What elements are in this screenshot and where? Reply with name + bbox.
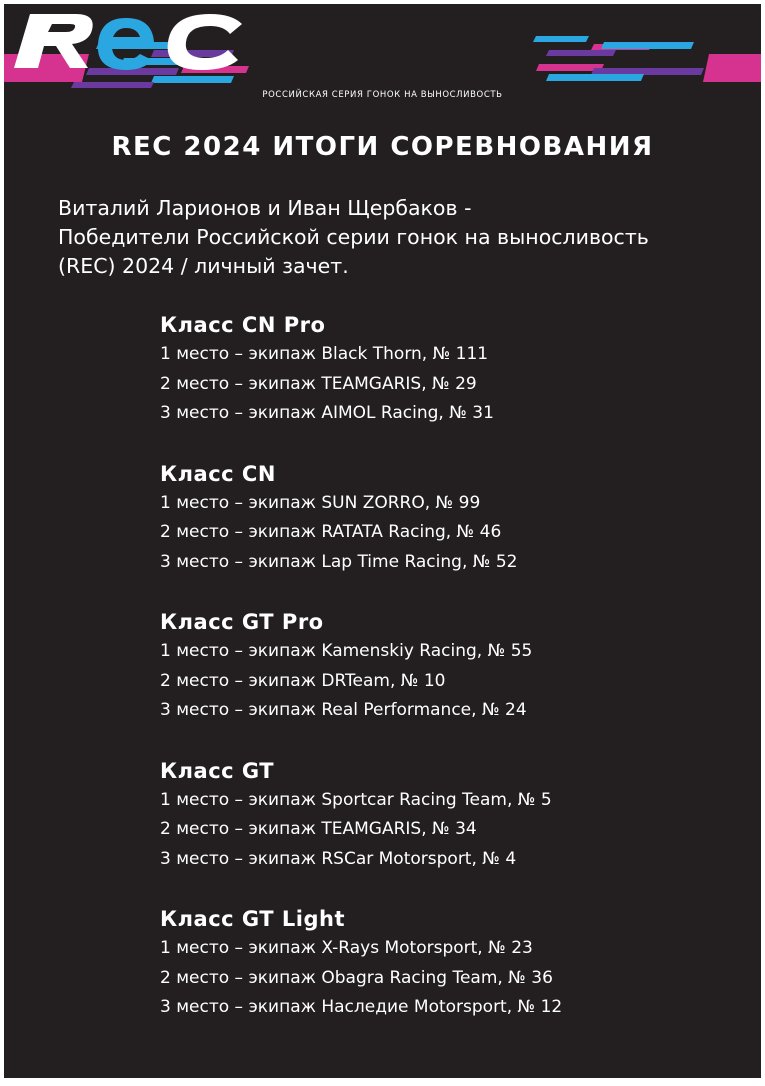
result-line: 1 место – экипаж Kamenskiy Racing, № 55 [160,641,533,661]
result-line: 2 место – экипаж TEAMGARIS, № 34 [160,819,477,840]
class-title: Класс GT [160,758,275,783]
result-line: 2 место – экипаж DRTeam, № 10 [160,670,446,691]
class-title: Класс GT Light [160,907,346,931]
class-title: Класс CN [160,461,276,486]
class-section [160,459,720,608]
result-line: 2 место – экипаж RATATA Racing, № 46 [160,522,502,543]
intro-text [58,194,748,281]
results-poster [4,4,761,1078]
result-line: 1 место – экипаж Black Thorn, № 111 [160,344,489,364]
intro-line: Виталий Ларионов и Иван Щербаков - [58,196,472,220]
class-results [160,310,720,1053]
class-section [160,310,720,459]
intro-line: Победители Российской серии гонок на выносливость [58,225,649,249]
result-line: 2 место – экипаж Obagra Racing Team, № 36 [160,967,553,988]
rec-logo [4,4,254,78]
class-section [160,607,720,756]
intro-line: (REC) 2024 / личный зачет. [58,254,349,278]
result-line: 1 место – экипаж SUN ZORRO, № 99 [160,492,481,513]
class-title: Класс CN Pro [160,313,326,337]
class-section [160,904,720,1053]
result-line: 3 место – экипаж AIMOL Racing, № 31 [160,403,494,424]
header-banner [4,4,761,114]
class-section [160,756,720,905]
result-line: 3 место – экипаж Real Performance, № 24 [160,700,527,721]
result-line: 3 место – экипаж Наследие Motorsport, № 12 [160,997,563,1018]
class-title: Класс GT Pro [160,610,324,634]
page-title: REC 2024 ИТОГИ СОРЕВНОВАНИЯ [111,132,654,162]
result-line: 1 место – экипаж X-Rays Motorsport, № 23 [160,938,533,958]
result-line: 3 место – экипаж RSCar Motorsport, № 4 [160,848,517,869]
logo-subtitle: РОССИЙСКАЯ СЕРИЯ ГОНОК НА ВЫНОСЛИВОСТЬ [262,90,503,100]
result-line: 3 место – экипаж Lap Time Racing, № 52 [160,551,518,572]
result-line: 1 место – экипаж Sportcar Racing Team, № 5 [160,789,552,810]
result-line: 2 место – экипаж TEAMGARIS, № 29 [160,373,477,394]
